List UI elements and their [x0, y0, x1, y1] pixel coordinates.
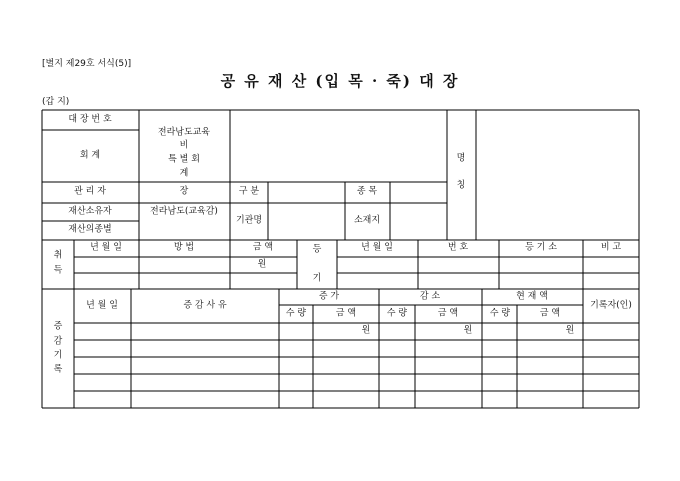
change-label-1: 증: [53, 321, 63, 332]
division-label: 구 분: [238, 186, 260, 197]
registry-label-1: 등: [312, 244, 322, 255]
manager-label: 관 리 자: [74, 186, 106, 197]
owner-value: 전라남도(교육감): [150, 206, 218, 217]
increase-amount-header: 금 액: [335, 308, 357, 319]
registry-office-header: 등 기 소: [525, 242, 557, 253]
decrease-qty-header: 수 량: [386, 308, 408, 319]
acq-date-header: 년 월 일: [90, 242, 122, 253]
registry-label-2: 기: [312, 273, 322, 284]
account-value-line-2: 비: [179, 140, 189, 151]
acq-amount-header: 금 액: [252, 242, 274, 253]
change-date-header: 년 월 일: [86, 300, 118, 311]
recorder-header: 기록자(인): [590, 300, 632, 311]
change-reason-header: 증 감 사 유: [183, 300, 227, 311]
change-label-2: 감: [53, 336, 63, 347]
account-value-line-1: 전라남도교육: [157, 127, 211, 138]
species-label: 종 목: [356, 186, 378, 197]
reg-date-header: 년 월 일: [361, 242, 393, 253]
decrease-amount-unit: 원: [463, 325, 473, 336]
acq-amount-unit: 원: [257, 259, 267, 270]
increase-header: 증 가: [318, 291, 340, 302]
document-title: 공 유 재 산 (입 목 · 죽) 대 장: [220, 72, 460, 90]
current-amount-unit: 원: [565, 325, 575, 336]
change-label-3: 기: [53, 350, 63, 361]
account-value-line-4: 계: [179, 168, 189, 179]
manager-value: 장: [179, 186, 189, 197]
location-label: 소재지: [353, 215, 381, 226]
increase-qty-header: 수 량: [285, 308, 307, 319]
name-label-top: 명: [456, 153, 466, 164]
form-label: [별지 제29호 서식(5)]: [42, 59, 132, 69]
change-label-4: 록: [53, 364, 63, 375]
acq-method-header: 방 법: [173, 242, 195, 253]
decrease-header: 감 소: [419, 291, 441, 302]
decrease-amount-header: 금 액: [437, 308, 459, 319]
account-label: 회 계: [79, 150, 101, 161]
property-type-label: 재산의종별: [68, 224, 112, 235]
acquisition-label-2: 득: [53, 265, 63, 276]
current-qty-header: 수 량: [489, 308, 511, 319]
reg-number-header: 번 호: [447, 242, 469, 253]
account-value-line-3: 특 별 회: [168, 154, 200, 165]
sub-label: (갑 지): [42, 97, 70, 107]
remarks-header: 비 고: [600, 242, 622, 253]
owner-label: 재산소유자: [68, 206, 112, 217]
current-amount-header: 현 재 액: [516, 291, 548, 302]
current-amount-subheader: 금 액: [539, 308, 561, 319]
ledger-number-label: 대 장 번 호: [68, 114, 112, 125]
name-label-bottom: 칭: [456, 180, 466, 191]
increase-amount-unit: 원: [361, 325, 371, 336]
acquisition-label-1: 취: [53, 250, 63, 261]
org-name-label: 기관명: [235, 215, 263, 226]
